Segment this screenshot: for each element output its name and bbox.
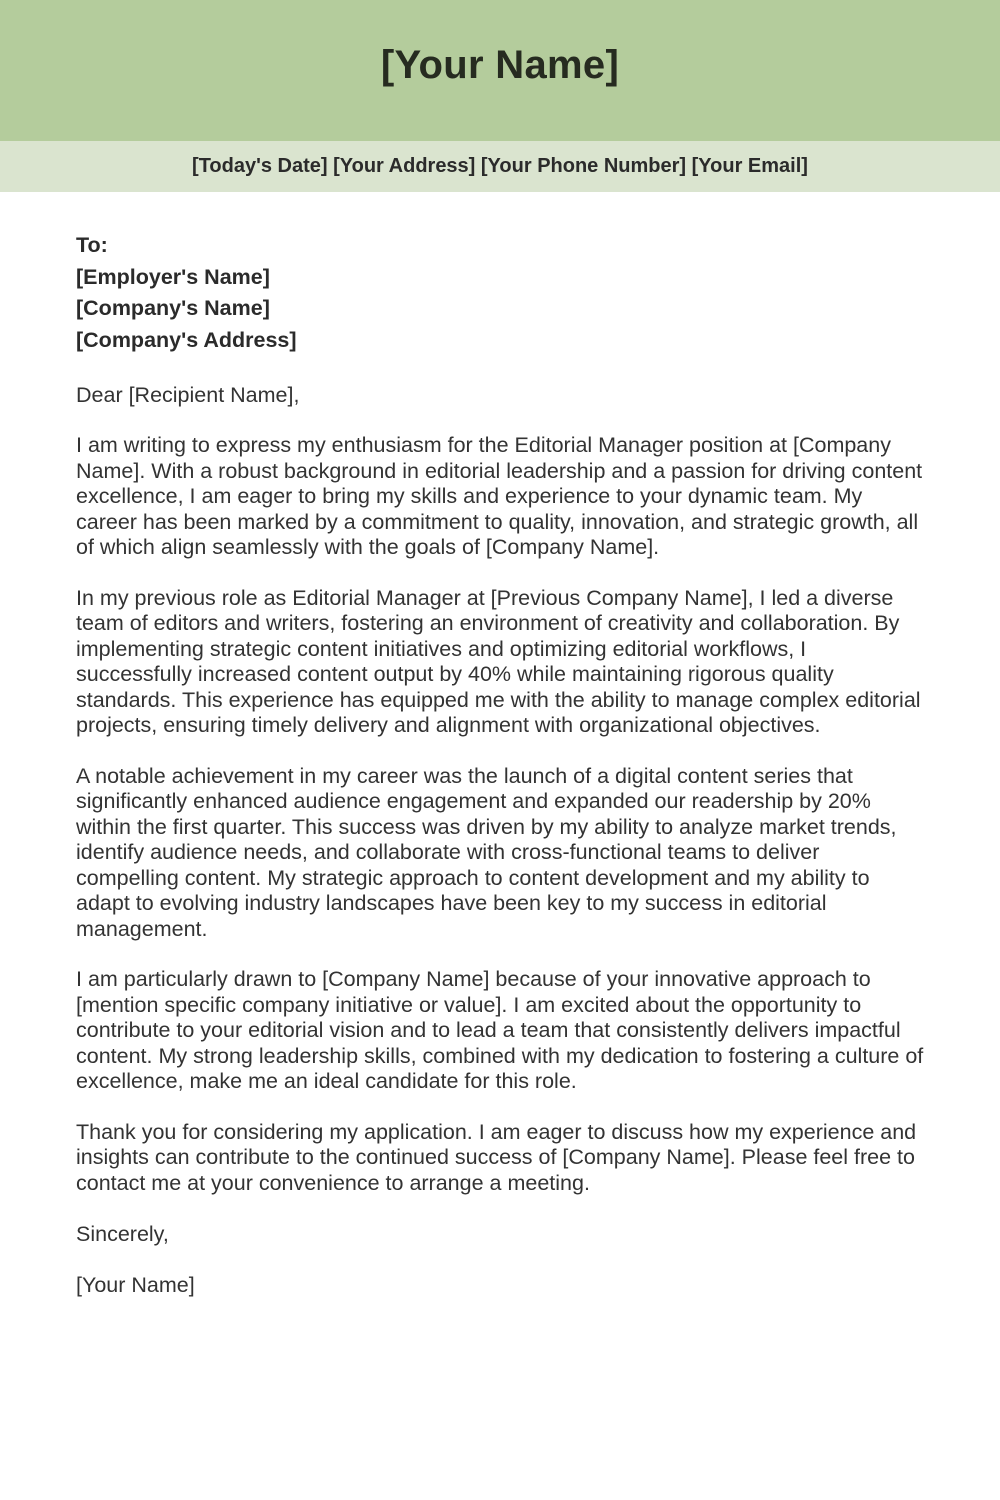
- company-address: [Company's Address]: [76, 327, 297, 352]
- contact-line: [Today's Date] [Your Address] [Your Phone Number] [Your Email]: [192, 155, 808, 177]
- employer-name: [Employer's Name]: [76, 264, 270, 289]
- paragraph-1: I am writing to express my enthusiasm for the Editorial Manager position at [Company Name]. With a robust background in editorial leadership and a passion for driving content excellence, I am eager to bring my skills and experience to your dynamic team. My career has been marked by a commitment to quality, innovation, and strategic growth, all of which align seamlessly with the goals of [Company Name].: [76, 433, 923, 559]
- company-name: [Company's Name]: [76, 296, 270, 320]
- salutation: Dear [Recipient Name],: [76, 383, 300, 407]
- paragraph-3: A notable achievement in my career was the launch of a digital content series that significantly enhanced audience engagement and expanded our readership by 20% within the first quarter. This success was driven by my ability to analyze market trends, identify audience needs, and collaborate with cross-functional teams to deliver compelling content. My strategic approach to content development and my ability to adapt to evolving industry landscapes have been key to my success in editorial management.: [76, 763, 897, 941]
- letter-body: [0, 230, 1000, 1298]
- to-label: To:: [76, 233, 108, 257]
- paragraph-2: In my previous role as Editorial Manager at [Previous Company Name], I led a diverse team of editors and writers, fostering an environment of creativity and collaboration. By implementing strategic content initiatives and optimizing editorial workflows, I successfully increased content output by 40% while maintaining rigorous quality standards. This experience has equipped me with the ability to manage complex editorial projects, ensuring timely delivery and alignment with organizational objectives.: [76, 585, 921, 737]
- applicant-name: [Your Name]: [380, 43, 620, 87]
- paragraph-4: I am particularly drawn to [Company Name] because of your innovative approach to [mention specific company initiative or value]. I am excited about the opportunity to contribute to your editorial vision and to lead a team that consistently delivers impactful content. My strong leadership skills, combined with my dedication to fostering a culture of excellence, make me an ideal candidate for this role.: [76, 967, 924, 1093]
- paragraph-5: Thank you for considering my application. I am eager to discuss how my experience and insights can contribute to the continued success of [Company Name]. Please feel free to contact me at your convenience to arrange a meeting.: [76, 1119, 917, 1195]
- recipient-block: [76, 230, 924, 356]
- closing: Sincerely,: [76, 1222, 169, 1246]
- signature: [Your Name]: [76, 1273, 195, 1297]
- contact-bar: [0, 141, 1000, 192]
- header-banner: [0, 0, 1000, 141]
